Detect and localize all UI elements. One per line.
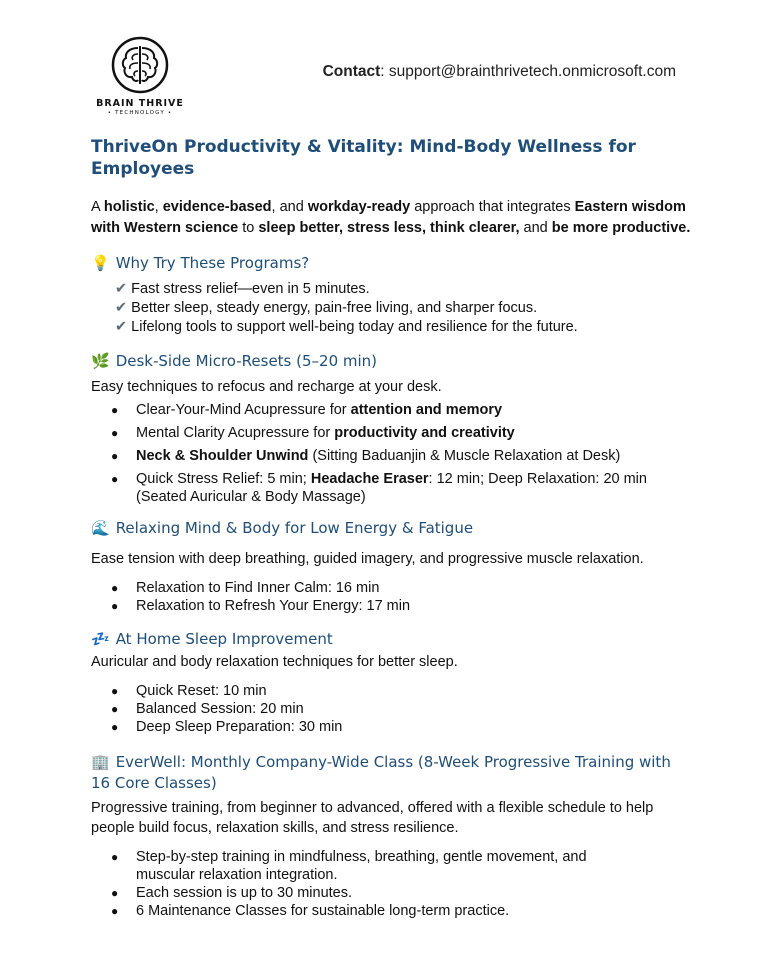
relax-heading: 🌊 Relaxing Mind & Body for Low Energy & Fatigue xyxy=(91,519,474,537)
checkmark-icon: ✔ xyxy=(115,281,128,297)
brand-logo xyxy=(96,36,184,116)
list-item: ● Each session is up to 30 minutes. xyxy=(111,884,611,902)
sleep-description: Auricular and body relaxation techniques for better sleep. xyxy=(91,654,458,670)
wave-icon: 🌊 xyxy=(91,519,110,537)
list-item: ● Balanced Session: 20 min xyxy=(111,700,691,718)
sleep-icon: 💤 xyxy=(91,630,110,648)
contact-line: Contact: support@brainthrivetech.onmicrosoft.com xyxy=(322,63,676,80)
brand-name: BRAIN THRIVE xyxy=(96,98,184,109)
brand-subtitle: • TECHNOLOGY • xyxy=(107,110,173,116)
checkmark-icon: ✔ xyxy=(115,319,128,335)
desk-list xyxy=(111,401,691,506)
sleep-heading: 💤 At Home Sleep Improvement xyxy=(91,630,333,648)
list-item: ● Quick Reset: 10 min xyxy=(111,682,691,700)
page-title: ThriveOn Productivity & Vitality: Mind-Body Wellness for Employees xyxy=(91,137,636,179)
office-building-icon: 🏢 xyxy=(91,753,110,771)
checkmark-icon: ✔ xyxy=(115,300,128,316)
desk-heading: 🌿 Desk-Side Micro-Resets (5–20 min) xyxy=(91,352,378,370)
list-item: ● Clear-Your-Mind Acupressure for attention and memory xyxy=(111,401,691,419)
herb-icon: 🌿 xyxy=(91,352,110,370)
list-item: ✔ Fast stress relief—even in 5 minutes. xyxy=(115,281,370,297)
relax-list xyxy=(111,579,691,615)
list-item: ● Deep Sleep Preparation: 30 min xyxy=(111,718,691,736)
list-item: ● Quick Stress Relief: 5 min; Headache Eraser: 12 min; Deep Relaxation: 20 min (Seated Auricular & Body Massage) xyxy=(111,470,691,506)
list-item: ● Relaxation to Refresh Your Energy: 17 min xyxy=(111,597,691,615)
list-item: ✔ Better sleep, steady energy, pain-free living, and sharper focus. xyxy=(115,300,538,316)
contact-email[interactable]: support@brainthrivetech.onmicrosoft.com xyxy=(388,63,676,80)
why-list xyxy=(115,280,691,337)
sleep-list xyxy=(111,682,691,736)
everwell-heading: 🏢 EverWell: Monthly Company-Wide Class (8-Week Progressive Training with 16 Core Classes) xyxy=(91,753,671,792)
list-item: ● Neck & Shoulder Unwind (Sitting Baduanjin & Muscle Relaxation at Desk) xyxy=(111,447,691,465)
why-heading: 💡 Why Try These Programs? xyxy=(91,254,310,272)
brain-logo-icon xyxy=(111,36,169,94)
list-item: ● Step-by-step training in mindfulness, breathing, gentle movement, and muscular relaxation integration. xyxy=(111,848,611,884)
list-item: ● Relaxation to Find Inner Calm: 16 min xyxy=(111,579,691,597)
list-item: ● 6 Maintenance Classes for sustainable long-term practice. xyxy=(111,902,611,920)
document-body xyxy=(91,136,691,920)
lightbulb-icon: 💡 xyxy=(91,254,110,272)
everwell-description: Progressive training, from beginner to advanced, offered with a flexible schedule to help people build focus, relaxation skills, and stress resilience. xyxy=(91,800,654,836)
relax-description: Ease tension with deep breathing, guided imagery, and progressive muscle relaxation. xyxy=(91,551,644,567)
contact-label: Contact xyxy=(322,63,381,80)
list-item: ● Mental Clarity Acupressure for productivity and creativity xyxy=(111,424,691,442)
intro-paragraph: A holistic, evidence-based, and workday-ready approach that integrates Eastern wisdom with Western science to sleep better, stress less, think clearer, and be more productive. xyxy=(91,199,691,236)
everwell-list xyxy=(111,848,611,920)
list-item: ✔ Lifelong tools to support well-being today and resilience for the future. xyxy=(115,319,578,335)
desk-description: Easy techniques to refocus and recharge at your desk. xyxy=(91,379,442,395)
